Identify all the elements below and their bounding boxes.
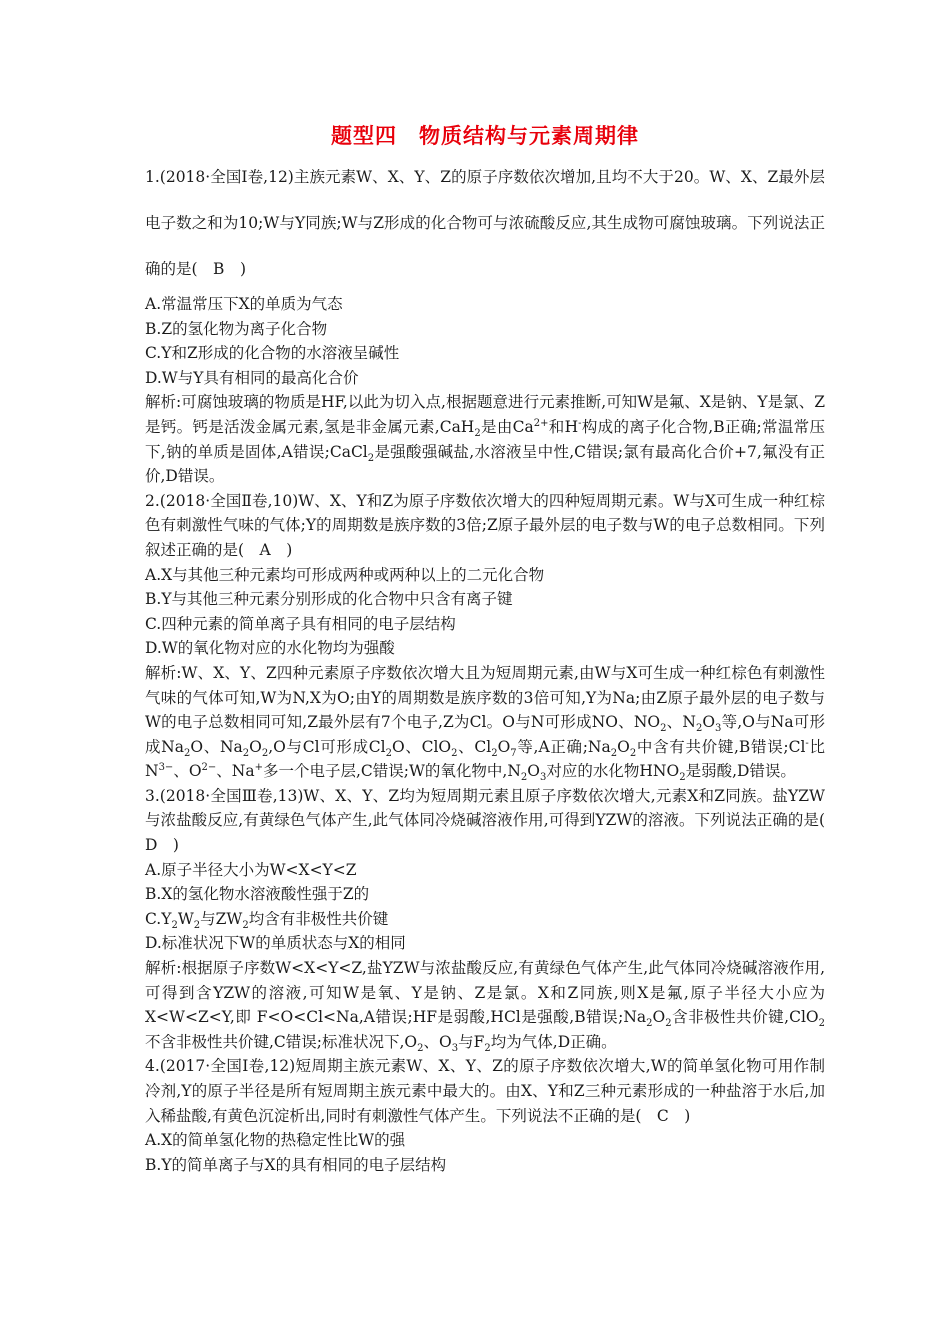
question-3-option-c: $C.Y_2W_2$与$ZW_2$均含有非极性共价键 (145, 909, 389, 931)
question-3-explanation: 解析:根据原子序数W<X<Y<Z,盐YZW与浓盐酸反应,有黄绿色气体产生,此气体同冷烧碱溶液作用,可得到含YZW的溶液,可知W是氧、Y是钠、Z是氯。X和Z同族,则X是氟,原子半径大小应为X<W<Z<Y,即 F<O<Cl<Na,A错误;HF是弱酸,HCl是强酸,B错误$;Na_2O_2$含非极性共价键,ClO$_2$不含非极性共价键,C错误;标准状况下$,O_2$、$O_3$与$F_2$均为气体,D正确。 (145, 959, 825, 1054)
question-2-option-a: A.X与其他三种元素均可形成两种或两种以上的二元化合物 (145, 565, 545, 584)
question-4 (145, 1054, 825, 1177)
question-1-option-d: D.W与Y具有相同的最高化合价 (145, 368, 359, 387)
document-page (145, 120, 841, 1177)
question-2-option-b: B.Y与其他三种元素分别形成的化合物中只含有离子键 (145, 590, 513, 609)
question-1-option-c: C.Y和Z形成的化合物的水溶液呈碱性 (145, 344, 400, 363)
title-topic: 物质结构与元素周期律 (419, 124, 639, 148)
page-title (145, 120, 825, 150)
question-2-option-c: C.四种元素的简单离子具有相同的电子层结构 (145, 614, 456, 633)
question-2 (145, 489, 825, 784)
title-type: 题型四 (331, 124, 397, 148)
question-3-option-a: A.原子半径大小为W<X<Y<Z (145, 860, 357, 879)
question-1-option-a: A.常温常压下X的单质为气态 (145, 295, 343, 313)
question-1 (145, 154, 825, 489)
question-1-option-b: B.Z的氢化物为离子化合物 (145, 319, 328, 338)
question-1-explanation: 解析:可腐蚀玻璃的物质是HF,以此为切入点,根据题意进行元素推断,可知W是氟、X是钠、Y是氯、Z是钙。钙是活泼金属元素,氢是非金属元素,CaH$_2$是由$Ca^{2+}$和H-构成的离子化合物,B正确;常温常压下,钠的单质是固体,A错误;CaCl$_2$是强酸强碱盐,水溶液呈中性,C错误;氯有最高化合价+7,氟没有正价,D错误。 (145, 393, 825, 486)
question-2-stem: 2.(2018·全国Ⅱ卷,10)W、X、Y和Z为原子序数依次增大的四种短周期元素。W与X可生成一种红棕色有刺激性气味的气体;Y的周期数是族序数的3倍;Z原子最外层的电子数与W的电子总数相同。下列叙述正确的是( A ) (145, 491, 825, 559)
question-3-option-d: D.标准状况下W的单质状态与X的相同 (145, 934, 406, 953)
question-3-stem: 3.(2018·全国Ⅲ卷,13)W、X、Y、Z均为短周期元素且原子序数依次增大,元素X和Z同族。盐YZW与浓盐酸反应,有黄绿色气体产生,此气体同冷烧碱溶液作用,可得到YZW的溶液。下列说法正确的是( D ) (145, 786, 841, 855)
question-4-option-a: A.X的简单氢化物的热稳定性比W的强 (145, 1131, 406, 1150)
question-2-explanation: 解析:W、X、Y、Z四种元素原子序数依次增大且为短周期元素,由W与X可生成一种红棕色有刺激性气味的气体可知,W为N,X为O;由Y的周期数是族序数的3倍可知,Y为Na;由Z原子最外层的电子数与W的电子总数相同可知,Z最外层有7个电子,Z为Cl。O与N可形成NO、$NO_2$、$N_2O_3$等,O与Na可形成$Na_2O$、$Na_2O_2,O$与Cl可形成$Cl_2O$、ClO$_2$、$Cl_2O_7$等,A正确$;Na_2O_2$中含有共价键,B错误;Cl-比$N^{3-}$、$O^{2-}$、Na+多一个电子层,C错误;W的氧化物中$,N_2O_3$对应的水化物$HNO_2$是弱酸,D错误。 (145, 663, 825, 784)
question-3 (145, 784, 841, 1055)
question-4-option-b: B.Y的简单离子与X的具有相同的电子层结构 (145, 1155, 447, 1174)
question-2-option-d: D.W的氧化物对应的水化物均为强酸 (145, 639, 395, 658)
question-4-stem: 4.(2017·全国Ⅰ卷,12)短周期主族元素W、X、Y、Z的原子序数依次增大,W的简单氢化物可用作制冷剂,Y的原子半径是所有短周期主族元素中最大的。由X、Y和Z三种元素形成的一种盐溶于水后,加入稀盐酸,有黄色沉淀析出,同时有刺激性气体产生。下列说法不正确的是( C ) (145, 1057, 825, 1125)
question-1-stem: 1.(2018·全国Ⅰ卷,12)主族元素W、X、Y、Z的原子序数依次增加,且均不大于20。W、X、Z最外层电子数之和为10;W与Y同族;W与Z形成的化合物可与浓硫酸反应,其生成物可腐蚀玻璃。下列说法正确的是( B ) (145, 168, 825, 278)
question-3-option-b: B.X的氢化物水溶液酸性强于Z的 (145, 885, 370, 904)
